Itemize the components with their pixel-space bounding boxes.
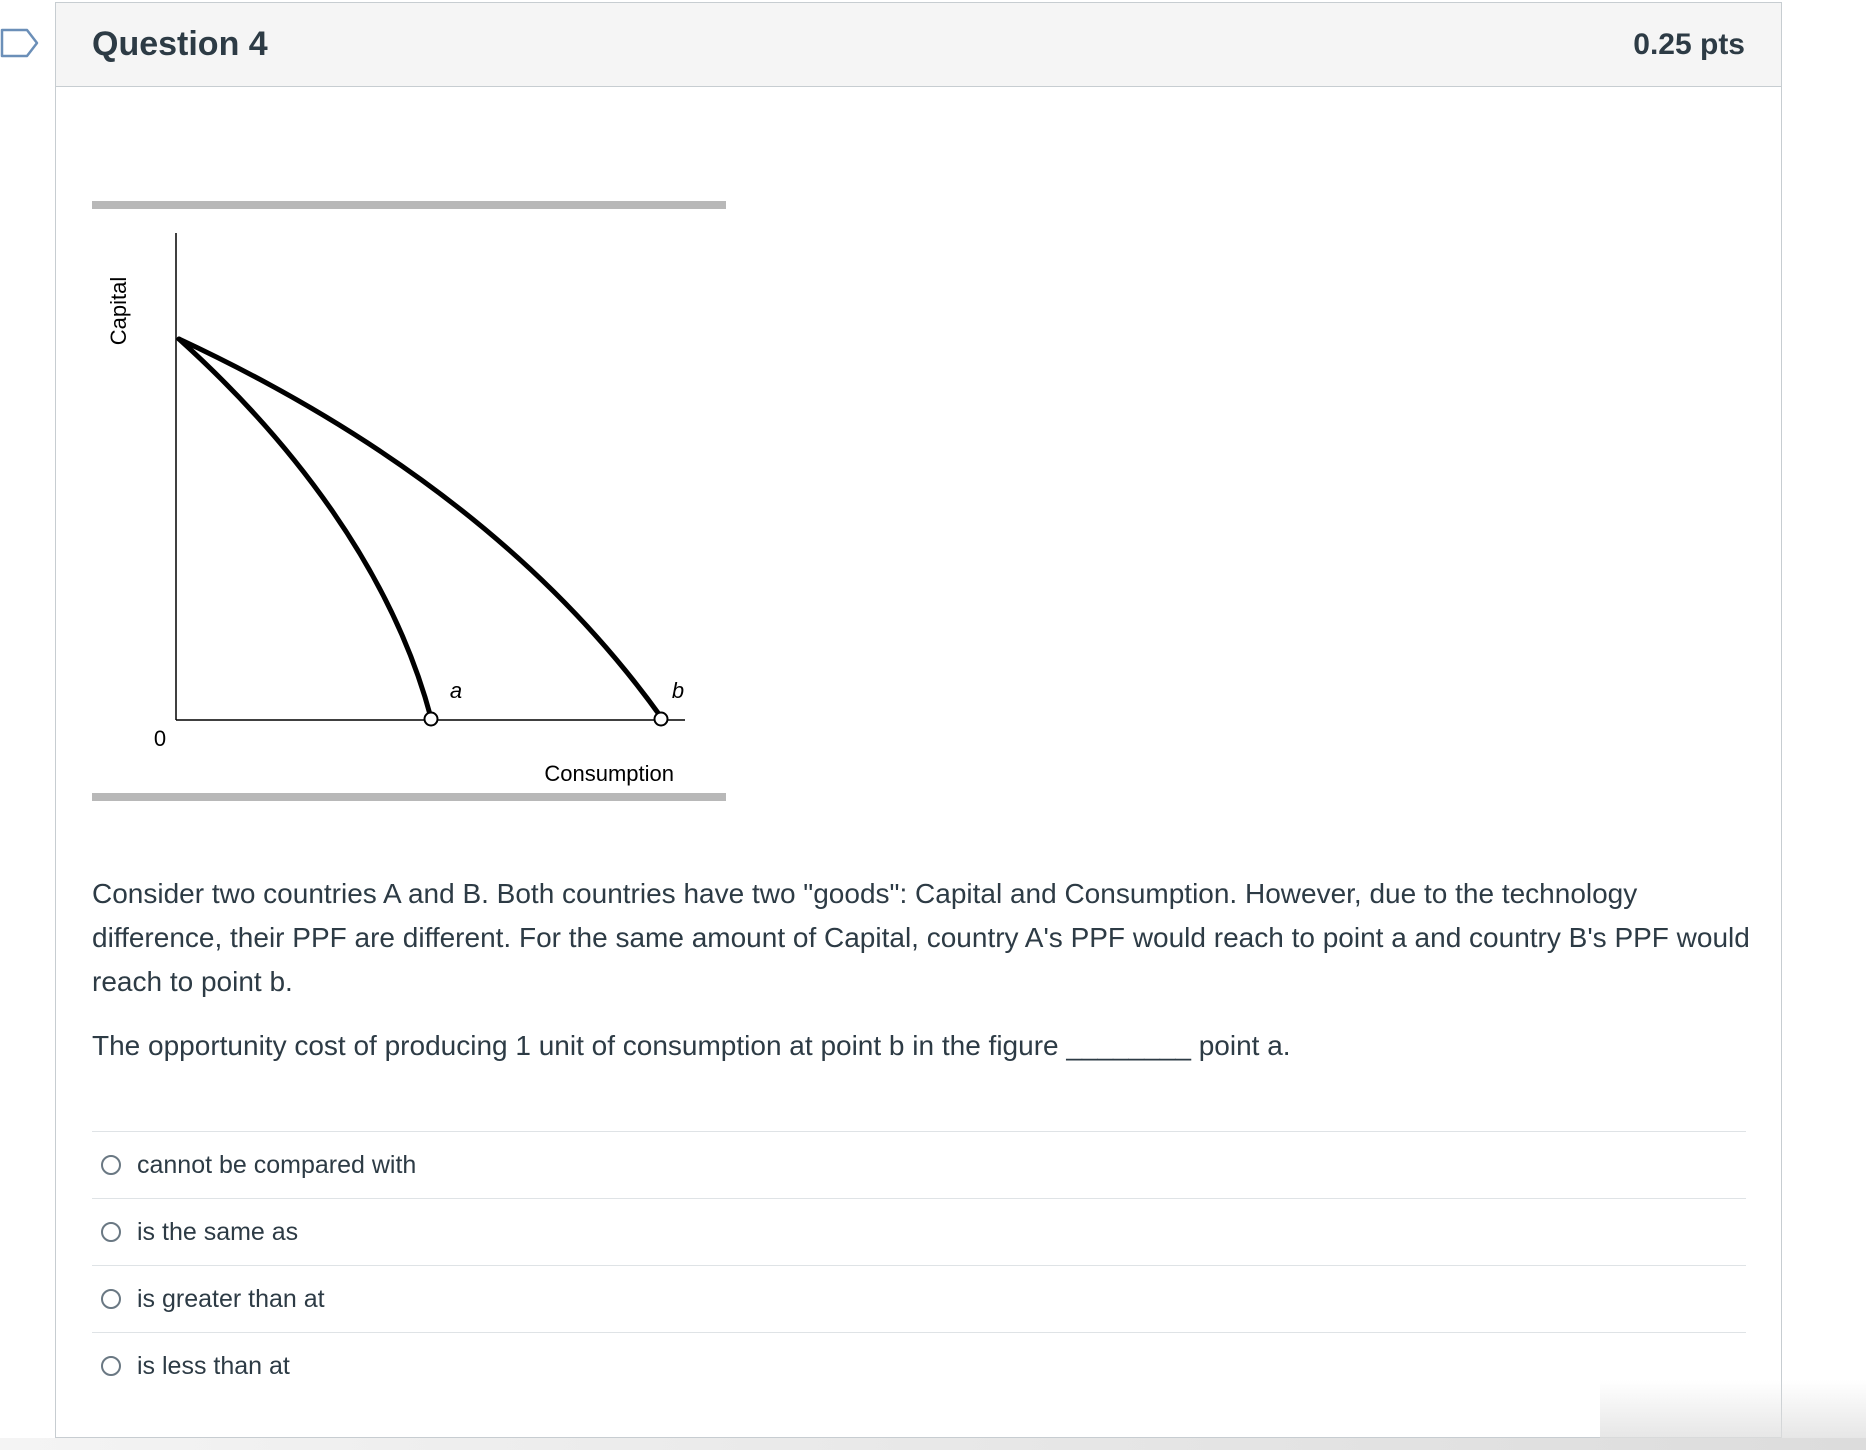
answer-label[interactable]: is greater than at [137,1284,325,1313]
radio-button-icon[interactable] [101,1356,121,1376]
question-prompt: The opportunity cost of producing 1 unit of consumption at point b in the figure ________ point a. [92,1030,1291,1061]
x-axis-label: Consumption [544,761,674,786]
question-text [92,872,1752,1068]
point-b-label: b [671,678,685,703]
answer-option[interactable] [92,1198,1746,1265]
question-paragraph: Consider two countries A and B. Both countries have two "goods": Capital and Consumption. However, due to the technology difference, their PPF are different. For the same amount of Capital, country A's PPF would reach to point a and country B's PPF would reach to point b. [92,878,1750,997]
ppf-graph [92,201,726,809]
point-a-label: a [449,678,463,703]
answer-label[interactable]: is the same as [137,1217,299,1246]
y-axis-label: Capital [106,276,131,346]
point-a-marker [425,713,438,726]
answer-label[interactable]: is less than at [137,1351,290,1380]
ppf-figure [92,201,726,809]
answer-label[interactable]: cannot be compared with [137,1150,417,1179]
flag-question-icon[interactable] [0,28,40,58]
answer-option[interactable] [92,1131,1746,1198]
question-points: 0.25 pts [1633,28,1745,61]
answer-list [92,1131,1746,1399]
point-b-marker [655,713,668,726]
page-bottom-bar [0,1438,1866,1450]
ppf-curve-b [179,339,661,717]
radio-button-icon[interactable] [101,1289,121,1309]
answer-option[interactable] [92,1332,1746,1399]
radio-button-icon[interactable] [101,1222,121,1242]
answer-option[interactable] [92,1265,1746,1332]
question-title: Question 4 [92,25,268,63]
ppf-curve-a [179,339,431,718]
radio-button-icon[interactable] [101,1155,121,1175]
question-card [55,2,1782,1438]
question-header [56,3,1781,87]
origin-label: 0 [153,726,167,751]
